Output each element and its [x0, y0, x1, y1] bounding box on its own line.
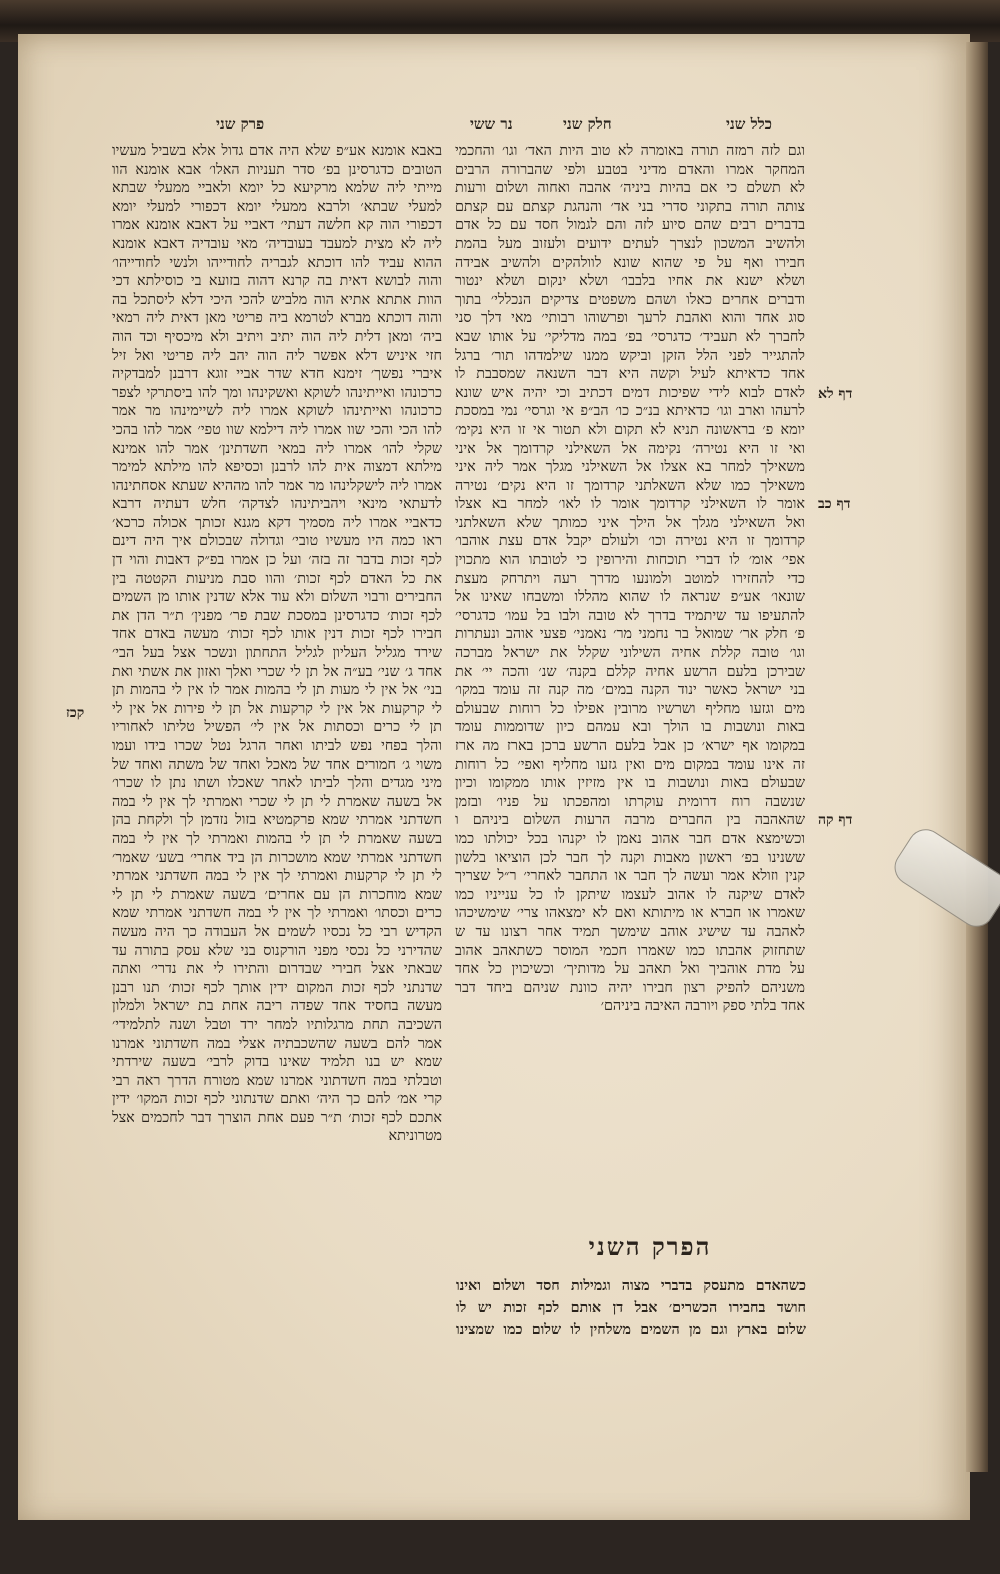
text-line: שתחזוק אהבתו כמו שאמרו חכמי המוסר כשתאהב אהוב [455, 942, 805, 959]
text-line: שירד מגליל העליון לגליל התחתון ונשכר אצל בעל הבי׳ [112, 645, 442, 662]
text-line: קרי אמ׳ להם כך היה׳ ואתם שדנתוני לכף זכות המקו׳ ידין [112, 1091, 442, 1108]
text-line: דכפורי הוה קא חלשה דעתי׳ דאביי על דאבא אומנא אמרו [112, 217, 442, 234]
text-line: וגו׳ טובה קללת אחיה השילוני שקלל את ישראל מברכה [455, 645, 805, 662]
text-line: והוה דוכתא מברא לטרמא ביה פריטי מאן דאית ליה רמאי [112, 310, 442, 327]
text-line: שאמרו או חברא או מיתותא ואם לא ימצאהו צרי׳ שימשיכהו [455, 905, 805, 922]
text-line: והוה לבושא דאית בה קרנא דהוה בזועא בי כוסילתא דכי [112, 273, 442, 290]
text-line: משאילך כמו שלא השאלתני קרדומך זו היא נקים׳ נטירה [455, 477, 805, 494]
text-line: אתכם לכף זכות׳ ת״ר פעם אחת הוצרך דבר לחכמים אצל [112, 1109, 442, 1126]
text-line: לרעהו וארב וגו׳ כדאיתא בנ״כ כו׳ הב״פ אי וגרסי׳ נמי במסכת [455, 403, 805, 420]
text-line: לחברך לא תעביד׳ כדגרסי׳ בפ׳ במה מדליקי׳ על אותו שבא [455, 328, 805, 345]
page-stack-edge [966, 42, 988, 1472]
chapter-heading: הפרק השני [588, 1232, 712, 1261]
text-line: להתגייר לפני הלל הזקן וביקש ממנו שילמדהו תור׳ ברגל [455, 347, 805, 364]
text-line: וגם לזה רמזה תורה באומרה לא טוב היות האד׳ וגו׳ והחכמי [455, 143, 805, 159]
text-line: ראו כמה היו מעשיו טובי׳ וגדולה שבכולם איך היה דינם [112, 533, 442, 550]
text-line: לי תן לי קרקעות ואמרתי לך אין לי במה חשדתני אמרתי [112, 868, 442, 885]
text-line: שנשבה רוח דרומית עוקרתו ומהפכתו על פניו׳ ובזמן [455, 793, 805, 810]
text-line: כרכונהו ואייתינהו לשוקא אמרו ליה לשיימינהו מר אמר [112, 403, 442, 420]
text-line: לי קרקעות אל אין לי קרקעות אל תן לי פירות אל אין לי [112, 700, 442, 717]
text-line: סוג אחד והוא ואהבת לרעך ופרשוהו רבותי׳ מאי דלך סני [455, 310, 805, 327]
text-line: וכשימצא אדם חבר אהוב נאמן לו יקנהו בכל יכולתו כמו [455, 830, 805, 847]
text-line: ולהשיב המשכון לנצרך לעתים ידועים ולעזוב מעל בהמת [455, 235, 805, 252]
text-line: צותה תורה בתקוני סדרי בני אד׳ והנהגת קצתם עם קצתם [455, 198, 805, 215]
text-line: לא תשלם כי אם בהיות ביניה׳ אהבה ואחוה ושלום ורעות [455, 180, 805, 197]
text-line: קנין וזולא אמר ועשה לך חבר או התחבר לאחרי׳ ר״ל שצריך [455, 868, 805, 885]
text-line: לאהבה עד שישיג אוהב שימשך תמיד אחר רצונו עד ש [455, 923, 805, 940]
text-line: להתעיפו עד שיתמיד בדרך לא טובה ולבו בל עמו׳ כדגרסי׳ [455, 607, 805, 624]
header-rule-label: כלל שני [726, 115, 773, 133]
text-line: לכף זכות׳ כדגרסינן במסכת שבת פר׳ מפנין׳ ת״ר הדן את [112, 607, 442, 624]
text-line: מטרוניתא [388, 1128, 442, 1145]
bottom-background [0, 1520, 1000, 1574]
text-line: ודברים אחרים כאלו ושהם משפטים צדיקים הנכללי׳ בתוך [455, 291, 805, 308]
text-line: כדי להחזירו למוטב ולמונעו מדרך רעה ויתרחק מעצת [455, 570, 805, 587]
text-line: זה אינו עומד במקום מים ואין גזעו מחליף ואפי׳ כל רוחות [455, 756, 805, 773]
text-line: אפי׳ אומ׳ לו דברי תוכחות והירופין כי לטובתו הוא מתכוין [455, 552, 805, 569]
text-line: ההוא עביד להו דוכתא לגבריה לחודייהו ולנשי לחודייהו׳ [112, 254, 442, 271]
header-chapter-label: פרק שני [216, 115, 265, 133]
text-line: חשדתני אמרתי שמא מושכרות הן ביד אחרי׳ בשע׳ שאמר׳ [112, 849, 442, 866]
text-line: לדעתאי מינאי ויהביתינהו לצדקה׳ חלש דעתיה דרבא [112, 496, 442, 513]
text-line: ביה׳ ומאן דלית ליה הוה יתיב ויתיב ולא מיכסיף וכד הוה [112, 328, 442, 345]
text-line: השכיבה תחת מרגלותיו למחר ירד וטבל ושנה לתלמידי׳ [112, 1016, 442, 1033]
text-line: פ׳ חלק אר׳ שמואל בר נחמני מר׳ נאמני׳ פצעי אוהב ונעתרות [455, 626, 805, 643]
margin-note-folio: קכז [66, 705, 85, 721]
text-line: שדנתני לכף זכות המקום ידין אותך לכף זכות׳ תנו רבנן [112, 979, 442, 996]
text-line: כדאביי אמרו ליה מסמיך דקא מגנא זכותך אכולה כרכא׳ [112, 514, 442, 531]
text-line: אחד בלתי ספק ויורבה האיבה ביניהם׳ [600, 998, 805, 1015]
margin-note-folio: דף קה [818, 812, 853, 828]
text-line: יומא פ׳ בראשונה תניא לא תקום ולא תטור אי זו היא נקימ׳ [455, 421, 805, 438]
text-line: אומר לו השאילני קרדומך אומר לו לאו׳ למחר בא אצלו [455, 496, 805, 513]
text-line: המחקר אמרו והאדם מדיני בטבע ולפי שהברורה הרבים [455, 161, 805, 178]
text-line: למעלי שבתא׳ ולרבא ממעלי יומא דכפורי למעלי יומא [112, 198, 442, 215]
text-line: כשהאדם מתעסק בדברי מצוה וגמילות חסד ושלום ואינו [456, 1278, 806, 1294]
margin-note-folio: דף כב [818, 496, 851, 512]
text-line: בדברים רבים שהם סיוע לזה והם לגמול חסד עם כל אדם [455, 217, 805, 234]
text-line: אמר להם בשעה שהשכבתיה אצלי במה חשדתוני אמרנו [112, 1035, 442, 1052]
text-line: שבעולם באות ונושבות בו אין מזיזין אותו ממקומו וכיון [455, 775, 805, 792]
text-line: חושד בחבירו הכשרים׳ אבל דן אותם לכף זכות יש לו [456, 1300, 806, 1316]
text-line: מעשה בחסיד אחד שפדה ריבה אחת בת ישראל ולמלון [112, 998, 442, 1015]
text-line: אמרו ליה לישקלינהו מר אמר להו מההיא שעתא אסחתינהו [112, 477, 442, 494]
text-line: והלך בפחי נפש לביתו ואחר הרגל נטל שכרו בידו ועמו [112, 738, 442, 754]
header-candle-label: נר ששי [470, 115, 513, 133]
text-line: איברי נפשך׳ זימנא חדא שדר אביי זוגא דרבנן למבדקיה [112, 366, 442, 383]
text-line: ואל השאילני מגלך אל הילך איני כמותך שלא השאלתני [455, 514, 805, 531]
text-line: משניהם להפיק רצון חבירו יהיה כוונת שניהם ביחד דבר [455, 979, 805, 996]
text-line: מיני מגדים והלך לביתו לאחר שאכלו ושתו נתן לו שכרו׳ [112, 775, 442, 792]
text-line: קרדומך זו היא נטירה וכו׳ ולעולם יקבל אדם עצת אוהבו׳ [455, 533, 805, 550]
text-line: בשעה שאמרת לי תן לי בהמות ואמרתי לך אין לי במה [112, 830, 442, 847]
text-line: ואי זו היא נטירה׳ נקימה אל השאילני קרדומך אל איני [455, 440, 805, 457]
text-line: מים וגזעו מחליף ושרשיו מרובין אפילו כל רוחות שבעולם [455, 700, 805, 717]
text-line: מייתי ליה שלמא מרקיעא כל יומא ולאביי ממעלי שבתא [112, 180, 442, 197]
text-line: שהדירני כל נכסי מפני הורקנוס בני שלא עסק בתורה עד [112, 942, 442, 959]
text-line: את כל האדם לכף זכות׳ והוו סבת מניעות הקטטה בין [112, 570, 442, 587]
text-line: שמא מוחכרות הן עם אחרים׳ בשעה שאמרת לי תן לי [112, 886, 442, 903]
text-line: שבאתי אצל חבירי שבדרום והתירו לי את נדרי׳ ואתה [112, 961, 442, 978]
text-line: שונאו׳ אע״פ שנראה לו שהוא מהללו ומשבחו שאינו אל [455, 589, 805, 606]
text-line: חזי איניש דלא אפשר ליה הוה יהב ליה פריטי ואל זיל [112, 347, 442, 364]
right-text-column [455, 142, 805, 1016]
text-line: בני׳ אל אין לי מעות תן לי בהמות אמר לו אין לי בהמות תן [112, 682, 442, 699]
text-line: שלום בארץ וגם מן השמים משלחין לו שלום כמו שמצינו [456, 1322, 806, 1338]
chapter-opening-text [456, 1275, 806, 1341]
text-line: מילתא דמצוה אית להו לרבנן וכסיפא להו מילתא למימר [112, 459, 442, 476]
margin-note-folio: דף לא [818, 386, 853, 402]
text-line: אחד ג׳ שני׳ בע״ה אל תן לי שכרי ואלך ואזון את אשתי ואת [112, 663, 442, 680]
text-line: חבירו ואף על פי שהוא שונא לוולהקים ולהשיב אבידה [455, 254, 805, 271]
text-line: החבירים ורבוי השלום ולא עוד אלא שדנין אותו מן השמים [112, 589, 442, 606]
text-line: ליה לא מצית למעבד בעובדיה׳ מאי עובדיה דאבא אומנא [112, 235, 442, 252]
left-text-column [112, 142, 442, 1146]
text-line: הקדיש רבי כל נכסיו לשמים אל העבודה כך היה מעשה [112, 923, 442, 940]
text-line: וטבלתי במה חשדתוני אמרנו שמא מטורח הדרך ראה רבי [112, 1072, 442, 1089]
text-line: כרכונהו ואייתינהו לשוקא ואשקינהו ומך להו ביסתרקי לצפר [112, 384, 442, 401]
text-line: במקומו אף ישרא׳ כן אבל בלעם הרשע ברכן בארז מה ארז [455, 738, 805, 754]
text-line: שהאהבה בין החברים מרבה הרעות השלום ביניהם ו [455, 812, 805, 829]
text-line: לאדם שיקנה לו אהוב לעצמו שיתקן לו כל ענייניו כמו [455, 886, 805, 903]
text-line: לאדם לבוא לידי שפיכות דמים דכתיב וכי יהיה איש שונא [455, 384, 805, 401]
text-line: בני ישראל כאשר ינוד הקנה במים׳ מה קנה זה עומד במקו׳ [455, 682, 805, 699]
text-line: באבא אומנא אע״פ שלא היה אדם גדול אלא בשביל מעשיו [112, 143, 442, 159]
text-line: משוי ג׳ חמורים אחד של מאכל ואחד של משתה ואחד של [112, 756, 442, 773]
text-line: לכף זכות בדבר זה בזה׳ ועל כן אמרו בפ״ק דאבות והוי דן [112, 552, 442, 569]
text-line: אל בשעה שאמרת לי תן לי שכרי ואמרתי לך אין לי במה [112, 793, 442, 810]
text-line: חבירו לכף זכות דנין אותו לכף זכות׳ מעשה באדם אחד [112, 626, 442, 643]
text-line: חשדתני אמרתי שמא פרקמטיא בזול נזדמן לך ולקחת בהן [112, 812, 442, 829]
text-line: שמא יש בנו תלמיד שאינו בדוק לרבי׳ בשעה שירדתי [112, 1054, 442, 1071]
text-line: ששנינו בפ׳ ראשון מאבות וקנה לך חבר לכן הוציאו בלשון [455, 849, 805, 866]
text-line: אחד כדאיתא לעיל וקשה היא דבר השנאה שמסבבת לו [455, 366, 805, 383]
text-line: תן לי כרים וכסתות אל אין לי׳ הפשיל טליתו לאחוריו [112, 719, 442, 736]
header-section-label: חלק שני [563, 115, 612, 133]
text-line: שקלי להו׳ אמרו ליה במאי חשדתינן׳ אמר להו אמינא [112, 440, 442, 457]
text-line: ושלא ישנא את אחיו בלבבו׳ ושלא ינקום ושלא ינטור [455, 273, 805, 290]
text-line: הטובים כדגרסינן בפ׳ סדר תעניות האלו׳ אבא אומנא הוו [112, 161, 442, 178]
text-line: משאילך למחר בא אצלו אל השאילני מגלך אמר ליה איני [455, 459, 805, 476]
text-line: להו הכי והכי שוו אמרו ליה דילמא שוו טפי׳ אמר להו בהכי [112, 421, 442, 438]
text-line: על מדת אוהביך ואל תאהב על מדותיך׳ וכשיכוין כל אחד [455, 961, 805, 978]
text-line: הוות אתתא אתיא הוה מלביש להכי היכי דלא ליסתכל בה [112, 291, 442, 308]
text-line: שבירכן בלעם הרשע אחיה קללם בקנה׳ שנ׳ והכה יי׳ את [455, 663, 805, 680]
text-line: כרים וכסתו׳ ואמרתי לך אין לי במה חשדתני אמרתי שמא [112, 905, 442, 922]
text-line: באות ונושבות בו הולך ובא עמהם כיון שדוממות עומד [455, 719, 805, 736]
